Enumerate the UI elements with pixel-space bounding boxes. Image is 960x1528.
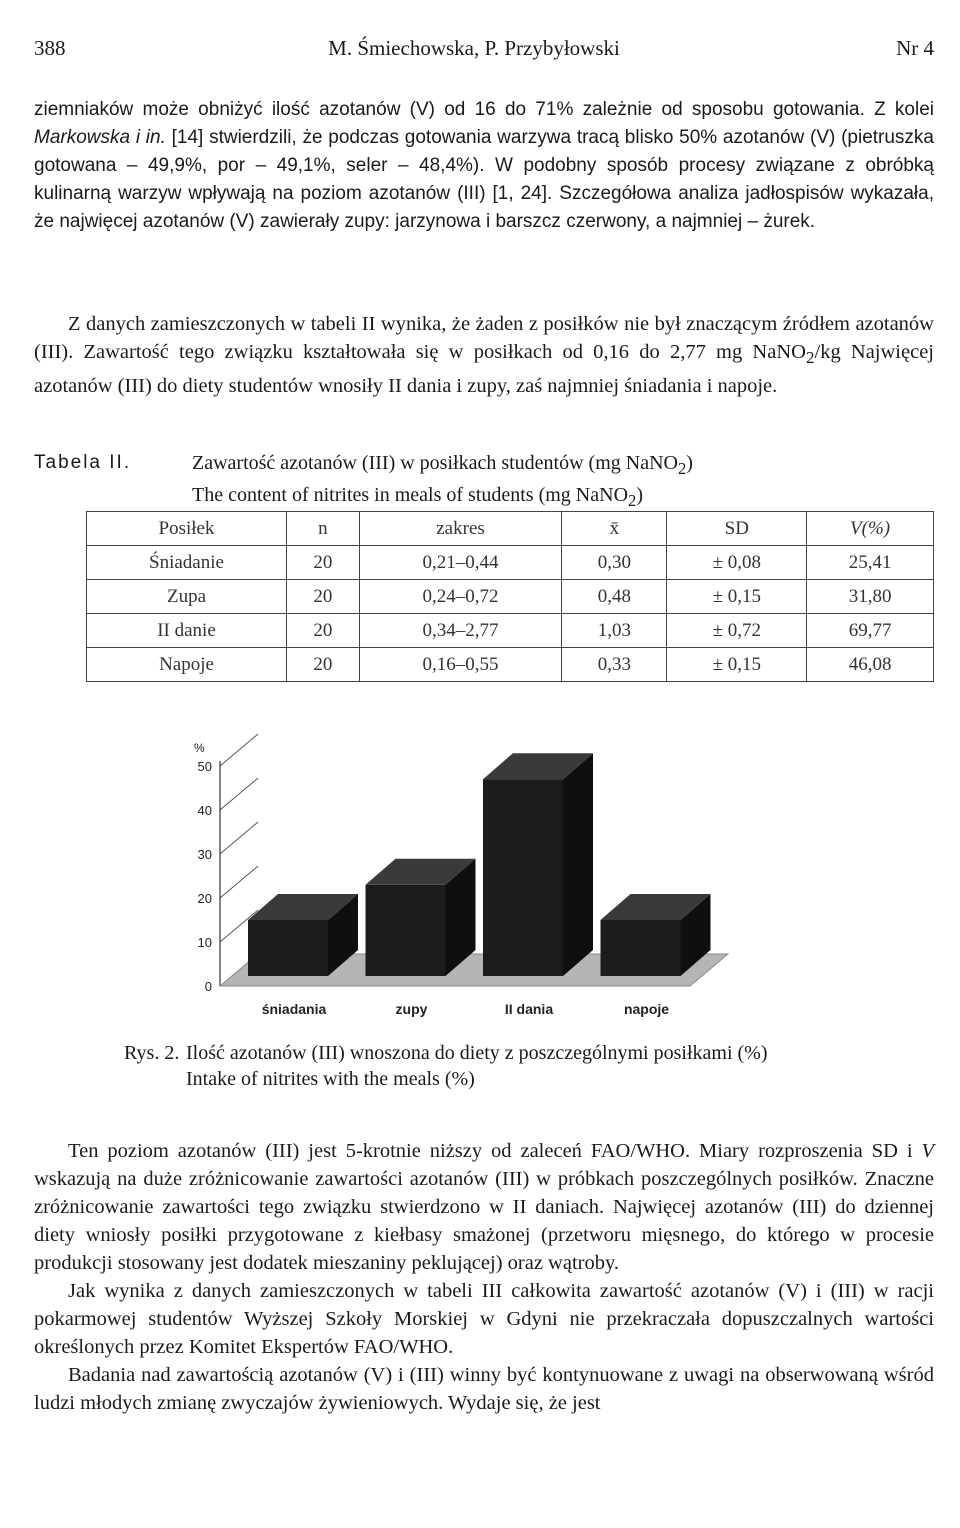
col-header-n: n xyxy=(287,512,360,546)
figure-caption-pl: Ilość azotanów (III) wnoszona do diety z poszczególnymi posiłkami (%) xyxy=(186,1042,768,1064)
issue-number: Nr 4 xyxy=(896,36,934,60)
cell-meal: Śniadanie xyxy=(87,546,287,580)
table-row xyxy=(87,580,934,614)
bar-chart-svg xyxy=(170,726,770,1026)
cell-n: 20 xyxy=(287,546,360,580)
cell-mean: 1,03 xyxy=(562,614,667,648)
y-tick-label: 0 xyxy=(204,979,212,994)
variable-v: V xyxy=(921,1140,934,1162)
cell-sd: ± 0,72 xyxy=(667,614,807,648)
bar xyxy=(601,920,681,976)
cell-range: 0,21–0,44 xyxy=(359,546,561,580)
cell-range: 0,24–0,72 xyxy=(359,580,561,614)
y-tick-label: 10 xyxy=(197,935,212,950)
page-number: 388 xyxy=(34,36,66,60)
cell-mean: 0,48 xyxy=(562,580,667,614)
gridline xyxy=(220,866,258,898)
table-row xyxy=(87,614,934,648)
table-row xyxy=(87,546,934,580)
col-header-mean: x̄ xyxy=(562,512,667,546)
y-tick-label: 50 xyxy=(197,759,212,774)
col-header-sd: SD xyxy=(667,512,807,546)
cell-sd: ± 0,15 xyxy=(667,648,807,682)
subscript: 2 xyxy=(805,348,815,368)
nitrite-table xyxy=(86,511,934,682)
cell-meal: Zupa xyxy=(87,580,287,614)
running-authors: M. Śmiechowska, P. Przybyłowski xyxy=(328,36,620,60)
paragraph-table-intro xyxy=(34,310,934,400)
bar-side xyxy=(563,753,593,976)
bar-chart xyxy=(170,726,770,1026)
cell-meal: Napoje xyxy=(87,648,287,682)
cv-label: V(%) xyxy=(850,517,891,539)
table-row xyxy=(87,648,934,682)
cell-mean: 0,30 xyxy=(562,546,667,580)
y-tick-label: 30 xyxy=(197,847,212,862)
y-tick-label: 40 xyxy=(197,803,212,818)
figure-caption xyxy=(124,1040,946,1092)
x-category-label: II dania xyxy=(504,1001,554,1017)
gridline xyxy=(220,734,258,766)
gridline xyxy=(220,778,258,810)
subscript: 2 xyxy=(677,459,687,478)
paragraph-top xyxy=(34,96,934,236)
text-run: ziemniaków może obniżyć ilość azotanów (V) od 16 do 71% zależnie od sposobu gotowania. Z kolei xyxy=(34,99,934,120)
table-header-row xyxy=(87,512,934,546)
y-axis-label: % xyxy=(194,741,205,755)
figure-label: Rys. 2. xyxy=(124,1042,180,1064)
text-run: Ten poziom azotanów (III) jest 5-krotnie niższy od zaleceń FAO/WHO. Miary rozproszenia SD i xyxy=(68,1140,922,1162)
cell-cv: 46,08 xyxy=(807,648,934,682)
cell-sd: ± 0,15 xyxy=(667,580,807,614)
cell-cv: 69,77 xyxy=(807,614,934,648)
gridline xyxy=(220,822,258,854)
cell-n: 20 xyxy=(287,648,360,682)
paragraph-conclusion: Jak wynika z danych zamieszczonych w tabeli III całkowita zawartość azotanów (V) i (III) w racji pokarmowej studentów Wyższej Szkoły Morskiej w Gdyni nie przekraczała dopuszczalnych wartości określonych przez Komitet Ekspertów FAO/WHO. xyxy=(34,1280,934,1358)
bar xyxy=(483,779,563,976)
bar xyxy=(366,885,446,976)
cell-n: 20 xyxy=(287,580,360,614)
paragraph-discussion xyxy=(34,1137,934,1417)
text-run: wskazują na duże zróżnicowanie zawartości azotanów (III) w próbkach poszczególnych posiłków. Znaczne zróżnicowanie zawartości tego związku stwierdzono w II daniach. Najwięcej azotanów (III) do dziennej diety wniosły posiłki przygotowane z kiełbasy smażonej (przetworu mięsnego, do którego w procesie produkcji stosowany jest dodatek mieszaniny peklującej) oraz wątroby. xyxy=(34,1168,934,1274)
col-header-range: zakres xyxy=(359,512,561,546)
text-run: /kg Najwięcej azotanów (III) do diety studentów wnosiły II dania i zupy, zaś najmniej śniadania i napoje. xyxy=(34,341,934,398)
subscript: 2 xyxy=(628,491,637,510)
col-header-cv xyxy=(807,512,934,546)
paragraph-outlook: Badania nad zawartością azotanów (V) i (III) winny być kontynuowane z uwagi na obserwowaną wśród ludzi młodych zmianę zwyczajów żywieniowych. Wydaje się, że jest xyxy=(34,1364,934,1414)
page-header xyxy=(34,36,934,70)
text-run: ) xyxy=(636,484,644,506)
cell-range: 0,16–0,55 xyxy=(359,648,561,682)
cell-sd: ± 0,08 xyxy=(667,546,807,580)
cell-mean: 0,33 xyxy=(562,648,667,682)
text-run: ) xyxy=(686,452,693,474)
cell-range: 0,34–2,77 xyxy=(359,614,561,648)
figure-caption-en: Intake of nitrites with the meals (%) xyxy=(186,1068,475,1090)
cell-cv: 31,80 xyxy=(807,580,934,614)
cell-meal: II danie xyxy=(87,614,287,648)
x-category-label: śniadania xyxy=(261,1001,327,1017)
text-run: Zawartość azotanów (III) w posiłkach studentów (mg NaNO xyxy=(192,452,678,474)
x-category-label: napoje xyxy=(623,1001,670,1017)
text-run: [14] stwierdzili, że podczas gotowania warzywa tracą blisko 50% azotanów (V) (pietruszka gotowana – 49,9%, por – 49,1%, seler – 48,4%). W podobny sposób procesy związane z obróbką kulinarną warzyw wpływają na poziom azotanów (III) [1, 24]. Szczegółowa analiza jadłospisów wykazała, że najwięcej azotanów (V) zawierały zupy: jarzynowa i barszcz czerwony, a najmniej – żurek. xyxy=(34,127,935,232)
y-tick-label: 20 xyxy=(197,891,212,906)
bar xyxy=(248,920,328,976)
cell-n: 20 xyxy=(287,614,360,648)
col-header-meal: Posiłek xyxy=(87,512,287,546)
text-run: Z danych zamieszczonych w tabeli II wynika, że żaden z posiłków nie był znaczącym źródłem azotanów (III). Zawartość tego związku kształtowała się w posiłkach od 0,16 do 2,77 mg NaNO xyxy=(34,313,934,363)
x-category-label: zupy xyxy=(395,1001,428,1017)
citation-authors: Markowska i in. xyxy=(34,127,166,148)
cell-cv: 25,41 xyxy=(807,546,934,580)
text-run: The content of nitrites in meals of students (mg NaNO xyxy=(192,484,629,506)
table-label: Tabela II. xyxy=(34,452,132,473)
